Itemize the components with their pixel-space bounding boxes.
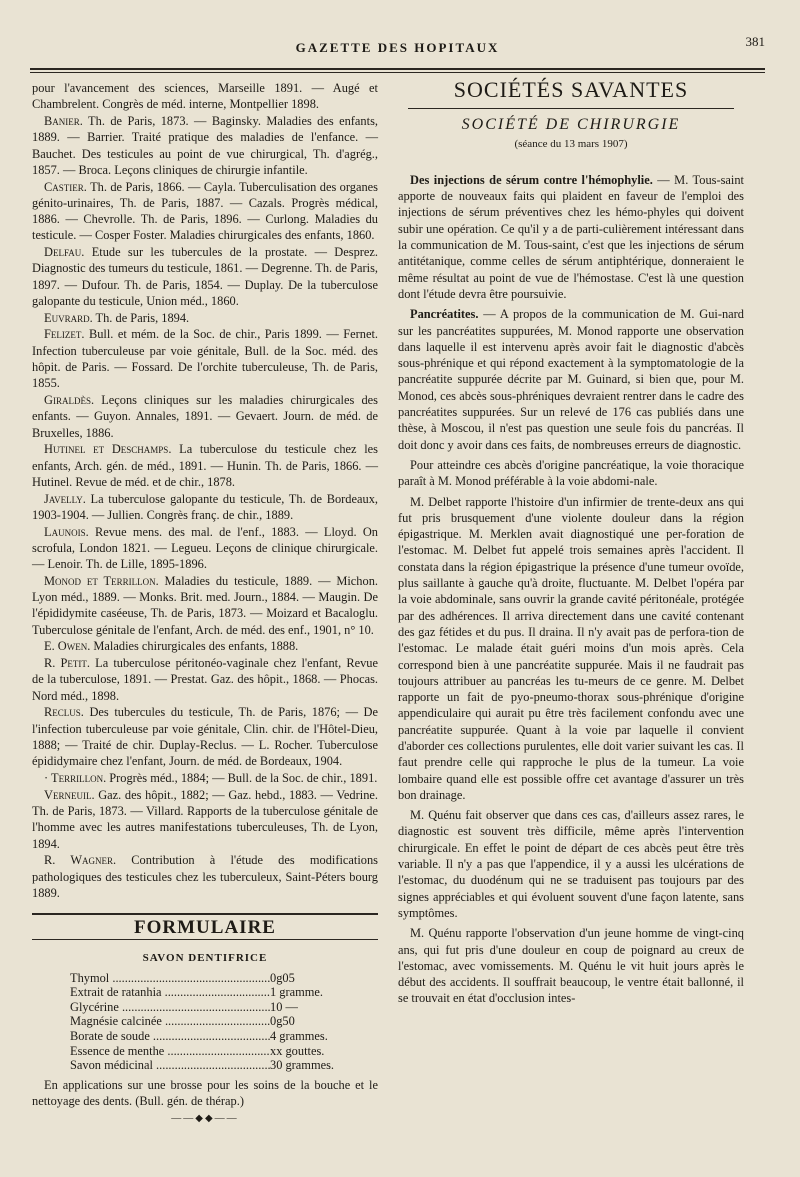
author-name: Felizet.: [44, 327, 85, 342]
ingredient-quantity: 0g05: [270, 970, 295, 985]
ingredient-quantity: 10 —: [270, 999, 298, 1014]
author-name: Giraldès.: [44, 392, 95, 407]
society-report: [398, 172, 744, 1007]
ingredient-row: [70, 985, 360, 1000]
report-paragraph: [398, 494, 744, 804]
bibliography-entry: [32, 326, 378, 391]
bibliography-entry: [32, 704, 378, 769]
bibliography-entry: [32, 770, 378, 786]
reference-text: Etude sur les tubercules de la prostate. — Desprez. Diagnostic des tumeurs du testicule, 1861. — Degrenne. Th. de Paris, 1897. — Dufour. Th. de Paris, 1854. — Duplay. De la tuberculose galopante du testicule, Union méd., 1860.: [32, 245, 378, 309]
bibliography-entry: [32, 655, 378, 704]
ingredient-row: [70, 1000, 360, 1015]
author-name: Monod et Terrillon.: [44, 573, 159, 588]
bibliography-entry: [32, 392, 378, 441]
author-name: · Terrillon.: [44, 770, 107, 785]
society-name: SOCIÉTÉ DE CHIRURGIE: [461, 116, 681, 134]
header-rule: [30, 68, 765, 70]
ingredient-name: Essence de menthe .....: [70, 1044, 270, 1059]
reference-text: Maladies chirurgicales des enfants, 1888.: [90, 639, 299, 654]
bibliography-entry: [32, 441, 378, 490]
report-paragraph: [398, 457, 744, 490]
seance-date: (séance du 13 mars 1907): [514, 137, 628, 150]
left-column: [32, 80, 378, 1128]
report-paragraph: [398, 172, 744, 302]
author-name: Euvrard.: [44, 310, 93, 325]
paragraph-text: — M. Tous-saint apporte de nouveaux faits qui plaident en faveur de l'emploi des injections de sérum préventives chez les hémo-phyles qui doivent subir une opération. Ce qu'il y a de parti-culièrement intéressant dans la communication de M. Tous-saint, c'est que les injections de sérum antitétanique, comme celles de sérum antiphtérique, donneraient le même résultat au point de vue de l'hémostase. C'est là une question dont l'étude devra être poursuivie.: [398, 172, 744, 301]
reference-text: Gaz. des hôpit., 1882; — Gaz. hebd., 1883. — Vedrine. Th. de Paris, 1873. — Villard. Rapports de la tuberculose génitale de l'homme avec les autres manifestations tuberculeuses, Th. de Lyon, 1894.: [32, 787, 378, 851]
reference-text: Revue mens. des mal. de l'enf., 1883. — Lloyd. On scrofula, London 1821. — Legueu. Leçons de clinique chirurgicale. — Lenoir. Th. de Lille, 1895-1896.: [32, 524, 378, 572]
bibliography-entry: [32, 179, 378, 244]
ingredient-quantity: 1 gramme.: [270, 985, 323, 1000]
reference-text: pour l'avancement des sciences, Marseille 1891. — Augé et Chambrelent. Congrès de méd. interne, Montpellier 1898.: [32, 81, 378, 112]
bibliography-entry: [32, 310, 378, 326]
reference-text: Bull. et mém. de la Soc. de chir., Paris 1899. — Fernet. Infection tuberculeuse par voie génitale, Bull. de la Soc. méd. des hôpit. de Paris. — Fossard. De l'orchite tuberculeuse, Th. de Paris, 1855.: [32, 327, 378, 391]
bibliography-entry: [32, 491, 378, 524]
reference-text: Th. de Paris, 1873. — Baginsky. Maladies des enfants, 1889. — Barrier. Traité pratique des maladies de l'enfance. — Bauchet. Des testicules au point de vue chirurgical, Th. d'agrég., 1857. — Broca. Leçons cliniques de chirurgie infantile.: [32, 113, 378, 177]
recipe-title: SAVON DENTIFRICE: [142, 952, 268, 965]
bibliography-entry: [32, 524, 378, 573]
report-paragraph: [398, 807, 744, 921]
journal-title: GAZETTE DES HOPITAUX: [295, 40, 500, 55]
bibliography-entry: [32, 244, 378, 309]
ingredient-name: Magnésie calcinée .....: [70, 1014, 270, 1029]
right-column: [398, 77, 744, 1011]
ingredient-name: Savon médicinal .....: [70, 1058, 270, 1073]
reference-text: Leçons cliniques sur les maladies chirurgicales des enfants. — Guyon. Annales, 1891. — Gevaert. Journ. de méd. de Bruxelles, 1886.: [32, 392, 378, 440]
paragraph-text: Pour atteindre ces abcès d'origine pancréatique, la voie thoracique paraît à M. Monod préférable à la voie abdomi-nale.: [398, 457, 744, 489]
recipe-ingredients: [70, 971, 360, 1073]
ingredient-quantity: 0g50: [270, 1014, 295, 1029]
ingredient-quantity: xx gouttes.: [270, 1043, 325, 1058]
ingredient-name: Extrait de ratanhia .....: [70, 985, 270, 1000]
paragraph-heading: Pancréatites.: [410, 307, 479, 322]
ingredient-quantity: 4 grammes.: [270, 1029, 328, 1044]
paragraph-text: M. Quénu rapporte l'observation d'un jeune homme de vingt-cinq ans, qui fut pris d'une douleur en coup de poignard au creux de l'estomac, avec vomissements. M. Quénu le vit huit jours après le début des accidents. Il souffrait beaucoup, le ventre était ballonné, il se trouvait en état d'occlusion intes-: [398, 926, 744, 1006]
author-name: Reclus.: [44, 705, 84, 720]
bibliography: [32, 80, 378, 901]
section-title: SOCIÉTÉS SAVANTES: [453, 77, 689, 102]
author-name: R. Petit.: [44, 656, 90, 671]
report-paragraph: [398, 306, 744, 453]
ingredient-quantity: 30 grammes.: [270, 1058, 335, 1073]
bibliography-entry: [32, 638, 378, 654]
reference-text: Contribution à l'étude des modifications pathologiques des testicules chez les tuberculeux, Saint-Péters bourg 1889.: [32, 853, 378, 900]
author-name: Delfau.: [44, 245, 85, 260]
bibliography-entry: [32, 113, 378, 178]
recipe-usage: En applications sur une brosse pour les soins de la bouche et le nettoyage des dents. (Bull. gén. de thérap.): [32, 1077, 378, 1109]
reference-text: Des tubercules du testicule, Th. de Paris, 1876; — De l'infection tuberculeuse par voie génitale, Clin. chir. de l'Hôtel-Dieu, 1888; — Traité de chir. Duplay-Reclus. — L. Rocher. Tuberculose épididymaire chez l'enfant, Journ. de méd. de Bordeaux, 1904.: [32, 705, 378, 769]
report-paragraph: [398, 925, 744, 1006]
page-number: 381: [745, 34, 765, 49]
reference-text: La tuberculose galopante du testicule, Th. de Bordeaux, 1903-1904. — Jullien. Congrès franç. de chir., 1889.: [32, 491, 378, 522]
ingredient-row: [70, 1044, 360, 1059]
paragraph-heading: Des injections de sérum contre l'hémophylie.: [410, 172, 653, 187]
paragraph-text: M. Quénu fait observer que dans ces cas, d'ailleurs assez rares, le diagnostic est souvent très difficile, même après l'intervention chirurgicale. En effet le point de départ de ces abcès peut être très variable. Il n'y a pas que l'appendice, il y a aussi les ulcérations de l'estomac, du duodénum qui ne se traduisent pas toujours par des signes appréciables et qui évoluent souvent d'une façon latente, sans symptômes.: [398, 808, 744, 920]
ingredient-row: [70, 971, 360, 986]
ingredient-name: Thymol .....: [70, 971, 270, 986]
author-name: E. Owen.: [44, 639, 91, 654]
reference-text: La tuberculose du testicule chez les enfants, Arch. gén. de méd., 1891. — Hunin. Th. de Paris, 1866. — Hutinel. Revue de méd. et de chir., 1878.: [32, 442, 378, 489]
author-name: Hutinel et Deschamps.: [44, 442, 172, 457]
reference-text: Th. de Paris, 1866. — Cayla. Tuberculisation des organes génito-urinaires, Th. de Paris, 1887. — Cazals. Progrès médical, 1886. — Chevrolle. Th. de Paris, 1896. — Curlong. Maladies du testicule. — Cosper Foster. Maladies chirurgicales des enfants, 1860.: [32, 179, 378, 243]
masthead: [30, 34, 765, 68]
author-name: Launois.: [44, 524, 89, 539]
section-rule: [408, 108, 734, 109]
author-name: Javelly.: [44, 491, 86, 506]
ingredient-name: Glycérine .....: [70, 1000, 270, 1015]
author-name: Verneuil.: [44, 787, 95, 802]
paragraph-text: — A propos de la communication de M. Gui-nard sur les pancréatites suppurées, M. Monod rapporte une observation dans laquelle il est intervenu après avoir fait le diagnostic d'abcès sous-phrénique et qui répond exactement à la symptomatologie de la pancréatite suppurée décrite par M. Guinard, si bien que, pour M. Monod, ces abcès sous-phréniques devraient rentrer dans le cadre des pancréatites suppurées. Sur un relevé de 176 cas publiés dans une thèse, à Moscou, il n'est pas question une seule fois du pancréas. Il doit donc y avoir dans ces faits, de nombreuses erreurs de diagnostic.: [398, 307, 744, 452]
ingredient-row: [70, 1029, 360, 1044]
reference-text: Th. de Paris, 1894.: [92, 310, 190, 325]
paragraph-text: M. Delbet rapporte l'histoire d'un infirmier de trente-deux ans qui fut pris brusquement d'une violente douleur dans la région épigastrique. M. Merklen avait diagnostiqué une per-foration de l'estomac. M. Delbet fut appelé trois semaines après l'accident. Il constata dans la région épigastrique la présence d'une tumeur ovoïde, plus saillante à gauche qu'à droite, fluctuante. M. Delbet l'opéra par la voie abdominale, sans ouvrir la grande cavité péritonéale, protégée par des adhérences. Il arriva directement dans une cavité contenant des gaz fétides et du pus. Il draina. Il n'y avait pas de perfora-tion de l'estomac. Le malade était guéri moins d'un mois après. Cela correspond bien à une pancréatite suppurée. Mais il ne faudrait pas toujours attribuer au pancréas les tu-meurs de ce genre. M. Delbet rapporte un fait de pyo-pneumo-thorax sous-phrénique d'origine appendiculaire qui aurait pu être très facilement confondu avec une pancréatite suppurée. Quant à la voie par laquelle il convient d'aborder ces collections purulentes, elle doit varier suivant les cas. Il faut prendre celle qui rapproche le plus de la tumeur. La voie lombaire quand elle est possible offre cet avantage d'assurer un très bon drainage.: [398, 494, 744, 802]
bibliography-entry: [32, 787, 378, 852]
reference-text: La tuberculose péritonéo-vaginale chez l'enfant, Revue de la tuberculose, 1891. — Prestat. Gaz. des hôpit., 1868. — Phocas. Nord méd., 1898.: [32, 656, 378, 703]
bibliography-entry: [32, 80, 378, 113]
ingredient-row: [70, 1014, 360, 1029]
bibliography-entry: [32, 573, 378, 638]
reference-text: Progrès méd., 1884; — Bull. de la Soc. de chir., 1891.: [106, 770, 378, 785]
header-rule-thin: [30, 72, 765, 73]
bibliography-entry: [32, 852, 378, 901]
ornament-divider: ——◆◆——: [171, 1113, 239, 1125]
formulaire-title: FORMULAIRE: [32, 913, 378, 940]
ingredient-name: Borate de soude .....: [70, 1029, 270, 1044]
author-name: Castier.: [44, 179, 87, 194]
reference-text: Maladies du testicule, 1889. — Michon. Lyon méd., 1889. — Monks. Brit. med. Journ., 1884. — Maugin. De l'épididymite caséeuse, Th. de Paris, 1873. — Moizard et Bacaloglu. Tuberculose génitale de l'enfant, Arch. de méd. des enf., 1901, n° 10.: [32, 573, 378, 637]
author-name: R. Wagner.: [44, 853, 117, 868]
author-name: Banier.: [44, 113, 83, 128]
ingredient-row: [70, 1058, 360, 1073]
